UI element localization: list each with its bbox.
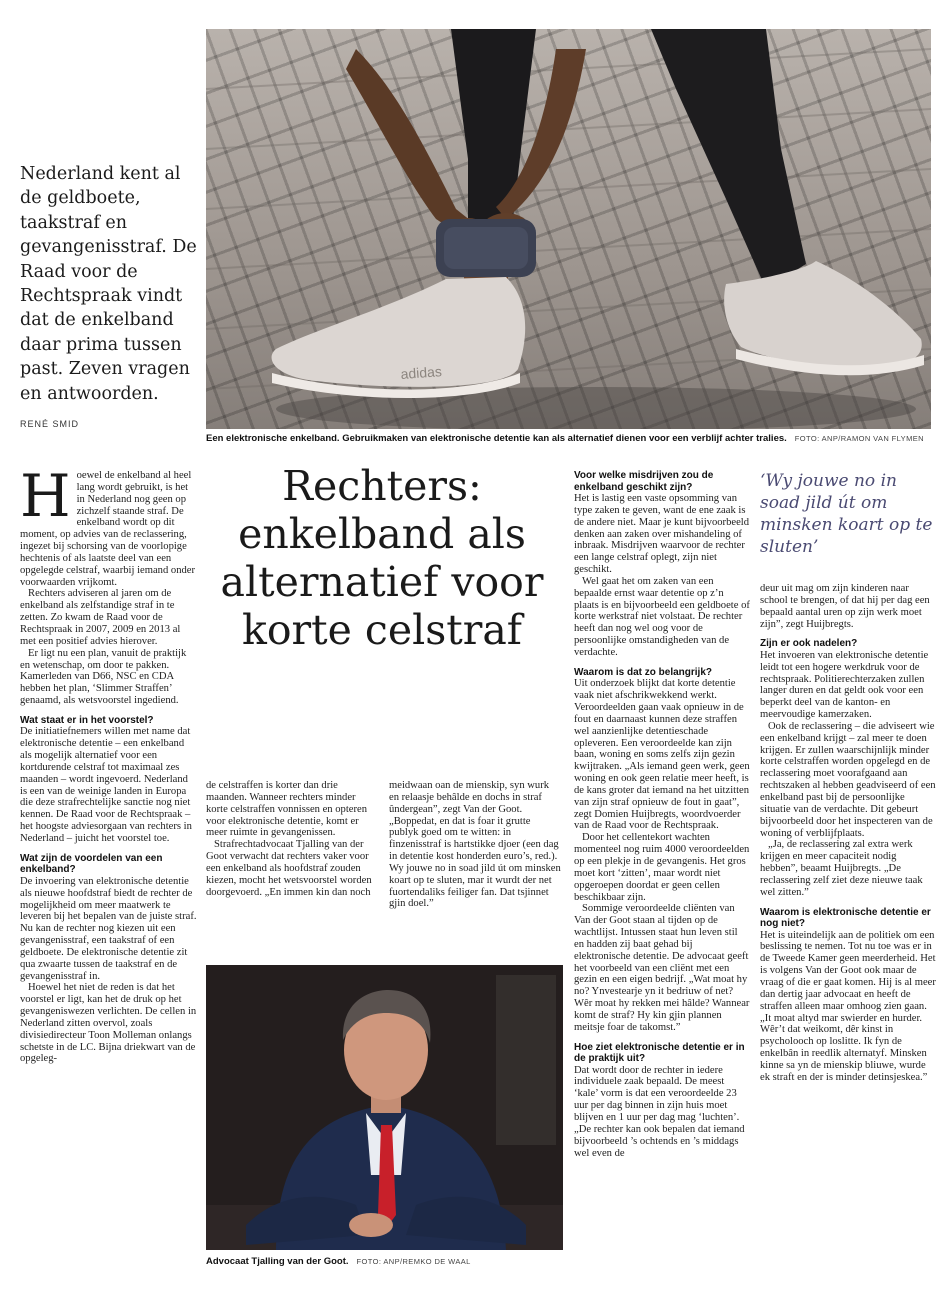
portrait-caption — [206, 1256, 471, 1267]
section-heading: Waarom is dat zo belangrijk? — [574, 666, 712, 678]
article-column-2 — [206, 780, 378, 898]
article-column-1 — [20, 462, 197, 1065]
article-paragraph: De invoering van elektronische detentie als nieuwe hoofdstraf biedt de rechter de mogelijkheid om meer maatwerk te leveren bij het bepalen van de juiste straf. Nu kan de rechter nog kiezen uit een gevangenisstraf, een taakstraf of een geldboete. De elektronische detentie zit qua zwaarte tussen de taakstraf en de gevangenisstraf in. — [20, 875, 197, 982]
author-byline: RENÉ SMID — [20, 419, 80, 429]
article-paragraph: Er ligt nu een plan, vanuit de praktijk en wetenschap, om door te pakken. Kamerleden van D66, NSC en CDA hebben het plan, ‘Slimmer Straffen’ genaamd, als wetsvoorstel ingediend. — [20, 647, 187, 707]
section-heading: Zijn er ook nadelen? — [760, 638, 858, 650]
article-paragraph: Wel gaat het om zaken van een bepaalde ernst waar detentie op z’n plaats is en bijvoorbeeld een geldboete of korte werkstraf niet volstaat. De rechter heeft dan nog wel oog voor de persoonlijke omstandigheden van de verdachte. — [574, 575, 750, 658]
article-paragraph: Ook de reclassering – die adviseert wie een enkelband krijgt – zal meer te doen krijgen. Er zullen waarschijnlijk minder korte celstraffen worden opgelegd en de reclassering moet voorafgaand aan rechtszaken al hebben geadviseerd of een enkelband past bij de persoonlijke situatie van de verdachte. Dit gebeurt bijvoorbeeld door het inspecteren van de woning of verblijfplaats. — [760, 720, 936, 839]
article-paragraph: „Ja, de reclassering zal extra werk krijgen en meer capaciteit nodig hebben”, beaamt Huijbregts. „De reclassering zelf ziet deze nieuwe taak wel zitten.” — [760, 839, 923, 898]
drop-cap: H — [20, 462, 71, 530]
article-paragraph: Dat wordt door de rechter in iedere individuele zaak bepaald. De meest ‘kale’ vorm is dat een veroordeelde 23 uur per dag binnen in zijn huis moet blijven en 1 uur per dag mag ‘luchten’. „De rechter kan ook bepalen dat iemand bijvoorbeeld ’s ochtends en ’s middags wel even de — [574, 1064, 745, 1159]
article-paragraph: Rechters adviseren al jaren om de enkelband als zelfstandige straf in te zetten. Zo kwam de Raad voor de Rechtspraak in 2007, 2009 en 2013 al met een positief advies hierover. — [20, 588, 181, 647]
article-column-3 — [389, 780, 561, 910]
photo-credit: FOTO: ANP/RAMON VAN FLYMEN — [794, 434, 924, 443]
section-heading: Voor welke misdrijven zou de enkelband geschikt zijn? — [574, 470, 714, 493]
article-paragraph: Het invoeren van elektronische detentie leidt tot een hogere werkdruk voor de rechtspraak. Politierechterzaken zullen langer duren en dat geldt ook voor een beperkt deel van de kanton- en meervoudige kamerzaken. — [760, 649, 929, 721]
headline: Rechters: enkelband als alternatief voor korte celstraf — [220, 462, 544, 654]
article-paragraph: Strafrechtadvocaat Tjalling van der Goot verwacht dat rechters vaker voor een enkelband als hoofdstraf zouden kiezen, mocht het wetsvoorstel worden doorgevoerd. „En immen kin dan noch — [206, 839, 372, 898]
article-paragraph: De initiatiefnemers willen met name dat elektronische detentie – een enkelband als mogelijk alternatief voor een kortdurende celstraf tot maximaal zes maanden – wordt ingevoerd. Nederland is een van de weinige landen in Europa die deze strafrechtelijke sanctie nog niet kennen. De Raad voor de Rechtspraak – het hoogste adviesorgaan van rechters in Nederland – juicht het voorstel toe. — [20, 726, 192, 844]
article-paragraph: Door het cellentekort wachten momenteel nog ruim 4000 veroordeelden op een plekje in de gevangenis. Het gros moet kort ‘zitten’, maar wordt niet opgeroepen doordat er geen cellen beschikbaar zijn. — [574, 832, 750, 903]
portrait-credit: FOTO: ANP/REMKO DE WAAL — [356, 1257, 471, 1266]
article-paragraph: Uit onderzoek blijkt dat korte detentie vaak niet afschrikwekkend werkt. Veroordeelden gaan vaak opnieuw in de fout en daarnaast kunnen deze straffen wel aanzienlijke detentieschade opleveren. Een veroordeelde kan zijn baan, woning en soms zelfs zijn gezin kwijtraken. „Als iemand geen werk, geen woning en ook geen relatie meer heeft, is de kans groter dat iemand na het uitzitten van zijn straf opnieuw de fout in gaat”, zegt Domien Huijbregts, woordvoerder van de Raad voor de Rechtspraak. — [574, 678, 750, 832]
article-paragraph: Het is uiteindelijk aan de politiek om een beslissing te nemen. Tot nu toe was er in de Tweede Kamer geen meerderheid. Het is volgens Van der Goot ook maar de vraag of die er gaat komen. Hij is al meer dan dertig jaar advocaat en heeft de straffen alleen maar omhoog zien gaan. „It moat altyd mar swierder en hurder. Wêr’t dat weikomt, dêr kinst in psycholooch op loslitte. Ik fyn de enkelbân in reedlik alternatyf. Minsken kinne sa yn de mienskip bliuwe, wurde ek straft en der is minder detinsjeskea.” — [760, 929, 936, 1083]
intro-text: Nederland kent al de geldboete, taakstraf en gevangenisstraf. De Raad voor de Rechtspraak vindt dat de enkelband daar prima tussen past. Zeven vragen en antwoorden. — [20, 164, 197, 404]
article-column-4 — [574, 470, 750, 1159]
photo-caption — [206, 433, 931, 444]
article-paragraph: Hoewel het niet de reden is dat het voorstel er ligt, kan het de druk op het gevangeniswezen verlichten. De cellen in Nederland zitten overvol, zoals divisiedirecteur Toon Molleman onlangs schetste in de LC. Bijna driekwart van de opgeleg- — [20, 982, 197, 1065]
article-paragraph: Het is lastig een vaste opsomming van type zaken te geven, want de ene zaak is de andere niet. Maar je kunt bijvoorbeeld denken aan zaken over mishandeling of inbraak. Misdrijven waarvoor de rechter een lange celstraf oplegt, zijn niet geschikt. — [574, 493, 750, 576]
article-paragraph: Hoewel de enkelband al heel lang wordt gebruikt, is het in Nederland nog geen op zichzelf staande straf. De enkelband wordt op dit moment, op advies van de reclassering, ingezet bij schorsing van de voorlopige hechtenis of als laatste deel van een opgelegde celstraf, waarbij iemand onder voorwaarden vrijkomt. — [20, 462, 196, 588]
article-paragraph: meidwaan oan de mienskip, syn wurk en relaasje behâlde en dochs in straf ûndergean”, zegt Van der Goot. „Boppedat, en dat is foar it grutte publyk goed om te witten: in finzenisstraf is hartstikke djoer (een dag in detentie kost honderden euro’s, red.). Wy jouwe no in soad jild út om minsken koart op te sluten, mar it wurdt der net fuortendaliks feiliger fan. Dat tsjinnet gjin doel.” — [389, 780, 561, 910]
ankle-monitor-illustration — [206, 29, 931, 429]
pull-quote: ‘Wy jouwe no in soad jild út om minsken koart op te sluten’ — [760, 471, 933, 557]
portrait-caption-text: Advocaat Tjalling van der Goot. — [206, 1256, 349, 1267]
article-paragraph: deur uit mag om zijn kinderen naar school te brengen, of dat hij per dag een bepaald aantal uren op zijn werk moet zijn”, zegt Huijbregts. — [760, 583, 930, 630]
section-heading: Hoe ziet elektronische detentie er in de praktijk uit? — [574, 1041, 745, 1065]
article-paragraph: Sommige veroordeelde cliënten van Van der Goot staan al tijden op de wachtlijst. Intussen staat hun leven stil en hadden zij baat gehad bij elektronische detentie. De advocaat geeft het voorbeeld van een cliënt met een gezin en een eigen bedrijf. „Wat moat hy no? Ynvestearje yn it bedriuw of net? Wêr moat hy rekken mei hâlde? Wannear komt de straf? Hy kin gjin plannen meitsje foar de takomst.” — [574, 903, 750, 1033]
lawyer-portrait-photo — [206, 965, 563, 1250]
section-heading: Wat zijn de voordelen van een enkelband? — [20, 852, 163, 876]
section-heading: Wat staat er in het voorstel? — [20, 714, 154, 726]
lawyer-portrait-illustration — [206, 965, 563, 1250]
shoe-brand-text: adidas — [400, 363, 443, 382]
article-column-5 — [760, 583, 936, 1084]
ankle-monitor-photo — [206, 29, 931, 429]
photo-caption-text: Een elektronische enkelband. Gebruikmaken van elektronische detentie kan als alternatief dienen voor een verblijf achter tralies. — [206, 433, 787, 444]
section-heading: Waarom is elektronische detentie er nog niet? — [760, 906, 931, 930]
article-paragraph: de celstraffen is korter dan drie maanden. Wanneer rechters minder korte celstraffen vonnissen en opteren voor elektronische detentie, komt er meer ruimte in gevangenissen. — [206, 780, 368, 839]
